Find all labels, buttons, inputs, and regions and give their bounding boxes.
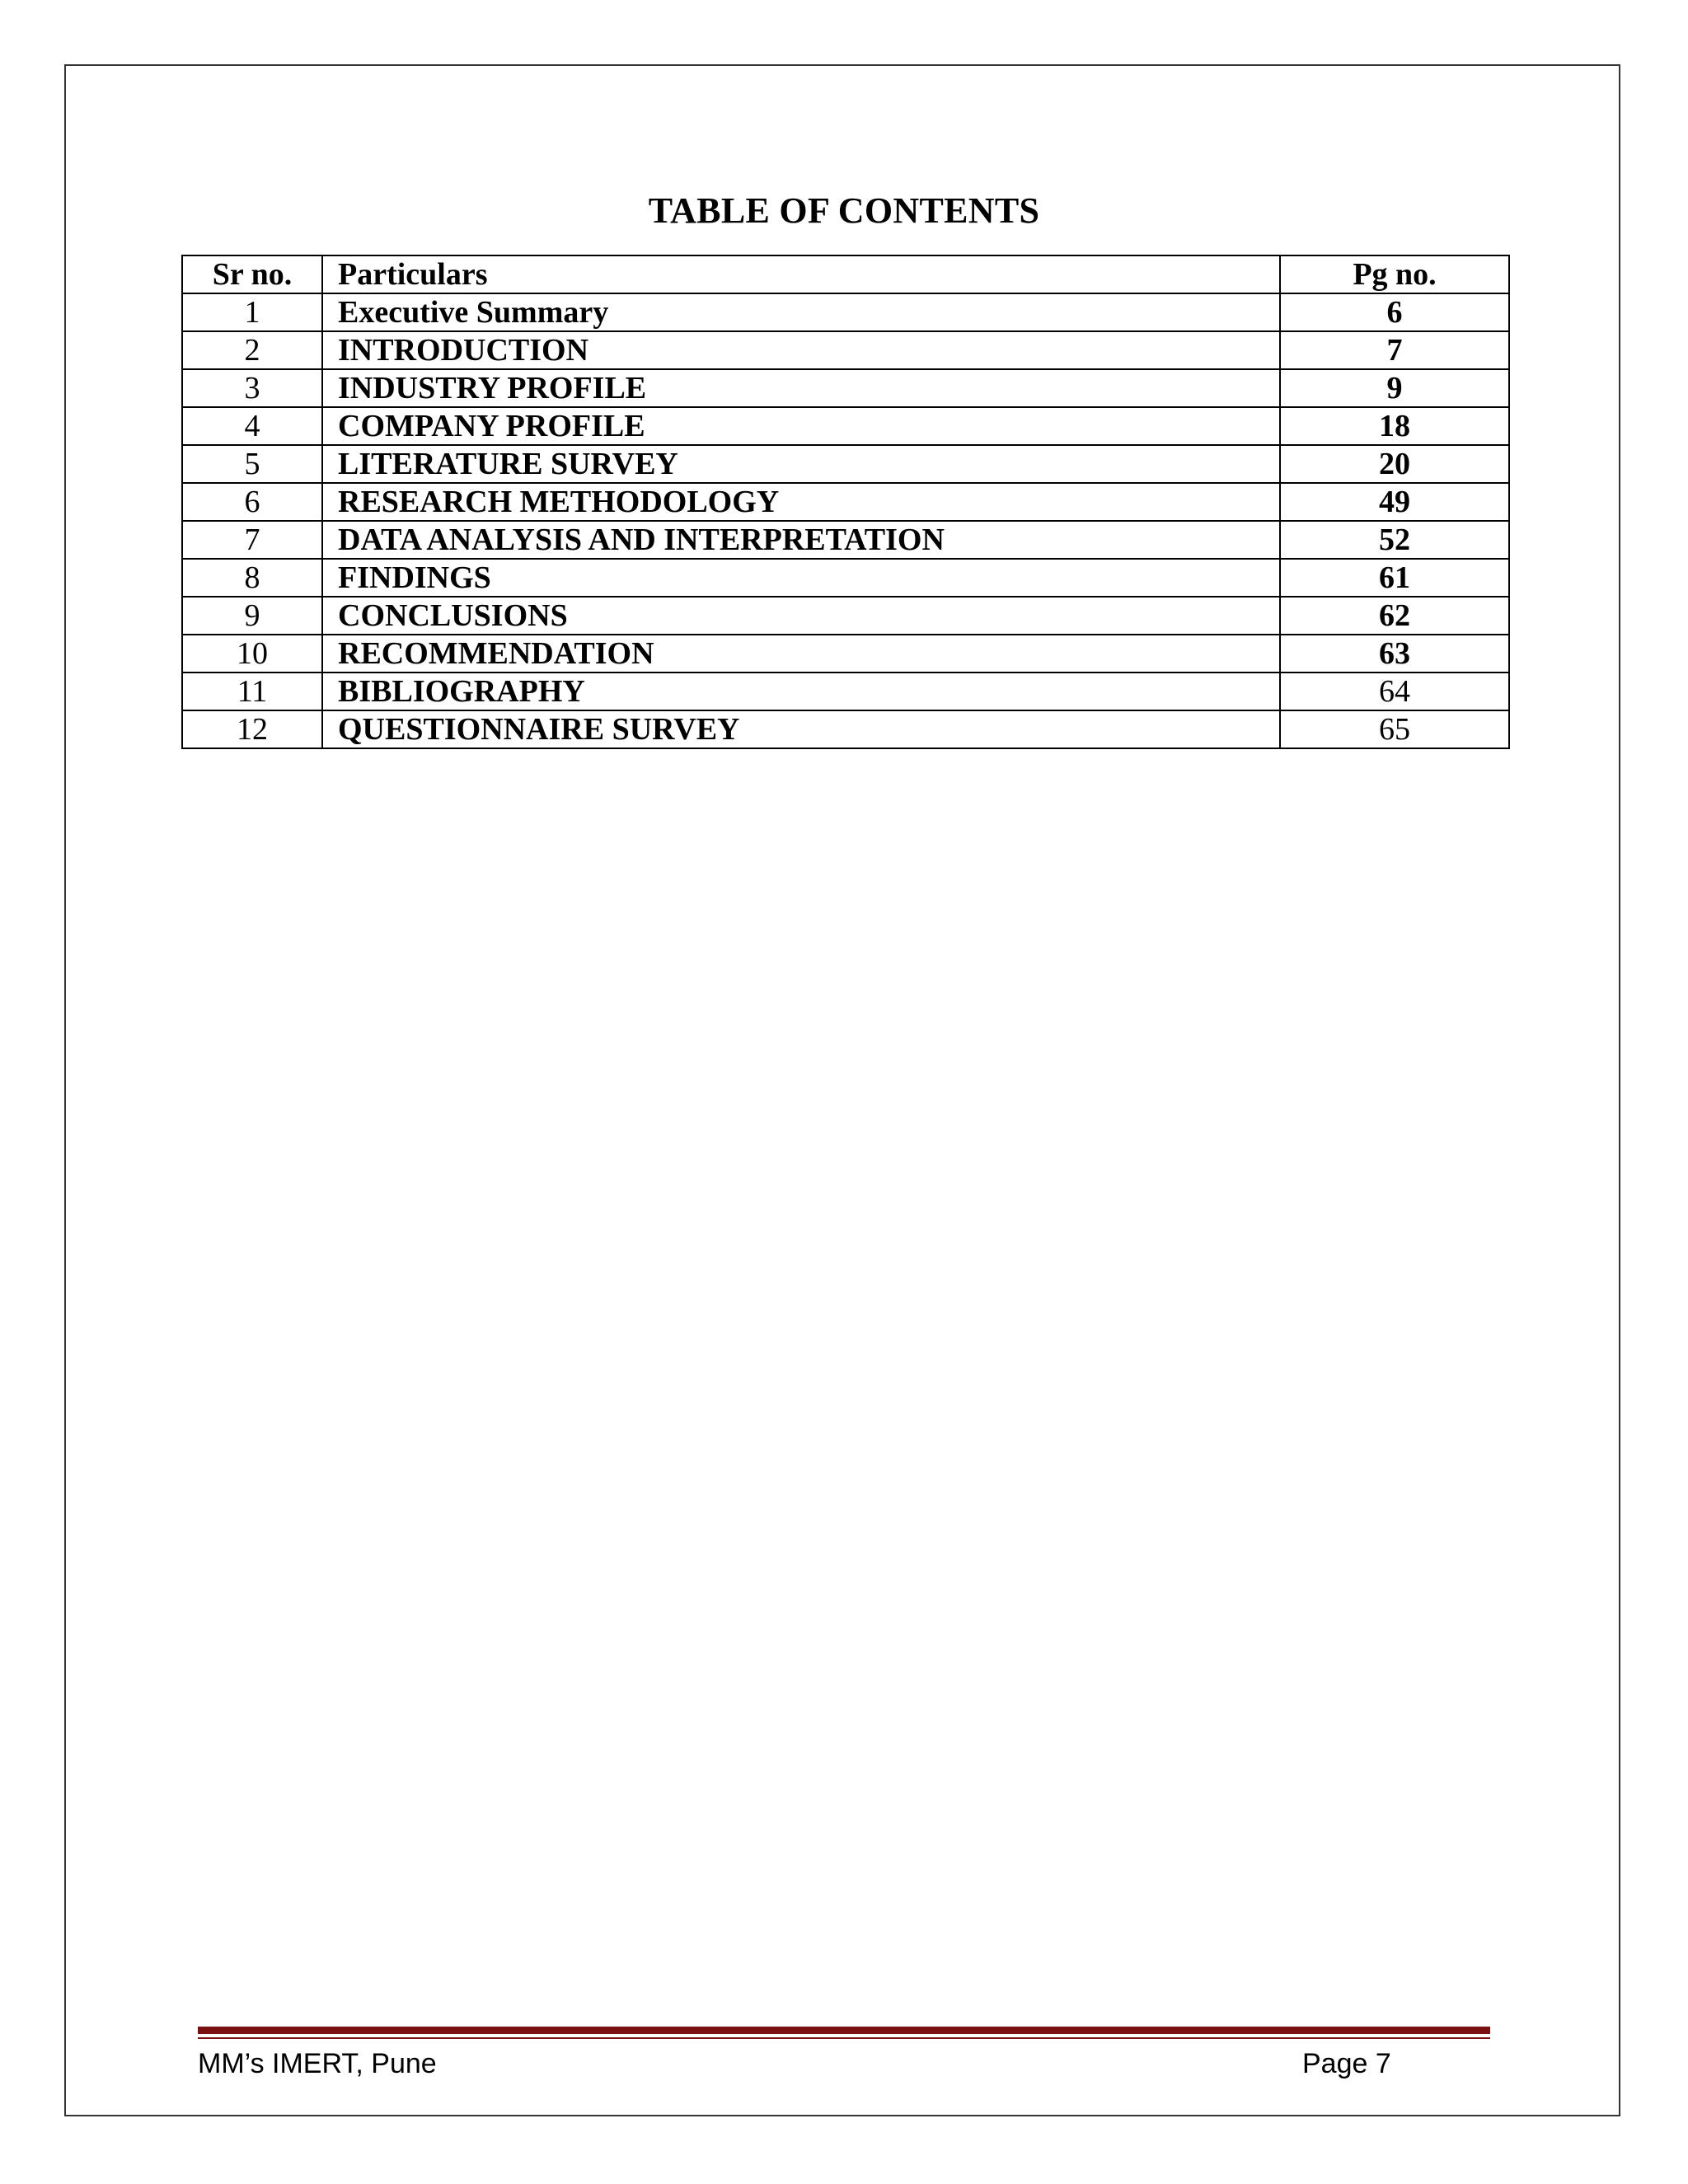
row-page-no: 18 [1280,407,1509,445]
table-row [182,710,1509,748]
row-sr-no: 9 [182,597,322,635]
row-sr-no: 5 [182,445,322,483]
row-page-no: 9 [1280,369,1509,407]
row-page-no: 49 [1280,483,1509,521]
row-sr-no: 6 [182,483,322,521]
table-row [182,445,1509,483]
row-sr-no: 2 [182,331,322,369]
row-particulars: Executive Summary [322,293,1280,331]
table-row [182,597,1509,635]
row-page-no: 63 [1280,635,1509,673]
row-sr-no: 4 [182,407,322,445]
page-title: TABLE OF CONTENTS [648,190,1040,231]
toc-header-row [182,255,1509,293]
row-particulars: QUESTIONNAIRE SURVEY [322,710,1280,748]
table-row [182,673,1509,710]
row-particulars: INTRODUCTION [322,331,1280,369]
table-row [182,635,1509,673]
row-particulars: INDUSTRY PROFILE [322,369,1280,407]
row-page-no: 64 [1280,673,1509,710]
row-page-no: 6 [1280,293,1509,331]
row-particulars: BIBLIOGRAPHY [322,673,1280,710]
table-row [182,369,1509,407]
row-page-no: 20 [1280,445,1509,483]
row-sr-no: 1 [182,293,322,331]
row-particulars: COMPANY PROFILE [322,407,1280,445]
row-page-no: 7 [1280,331,1509,369]
row-sr-no: 10 [182,635,322,673]
table-row [182,559,1509,597]
row-sr-no: 8 [182,559,322,597]
table-row [182,293,1509,331]
footer-page-number: Page 7 [1302,2048,1391,2079]
table-row [182,521,1509,559]
table-row [182,483,1509,521]
row-particulars: RESEARCH METHODOLOGY [322,483,1280,521]
footer-divider-thin [198,2037,1490,2039]
table-row [182,331,1509,369]
row-particulars: FINDINGS [322,559,1280,597]
row-particulars: CONCLUSIONS [322,597,1280,635]
row-page-no: 62 [1280,597,1509,635]
row-particulars: LITERATURE SURVEY [322,445,1280,483]
table-row [182,407,1509,445]
row-sr-no: 7 [182,521,322,559]
header-sr-no: Sr no. [182,255,322,293]
row-sr-no: 11 [182,673,322,710]
row-sr-no: 3 [182,369,322,407]
row-particulars: DATA ANALYSIS AND INTERPRETATION [322,521,1280,559]
row-page-no: 61 [1280,559,1509,597]
footer-institute: MM’s IMERT, Pune [198,2048,437,2079]
toc-table [181,255,1510,749]
footer-divider [198,2027,1490,2034]
row-page-no: 52 [1280,521,1509,559]
row-page-no: 65 [1280,710,1509,748]
row-sr-no: 12 [182,710,322,748]
row-particulars: RECOMMENDATION [322,635,1280,673]
header-page-no: Pg no. [1280,255,1509,293]
header-particulars: Particulars [322,255,1280,293]
